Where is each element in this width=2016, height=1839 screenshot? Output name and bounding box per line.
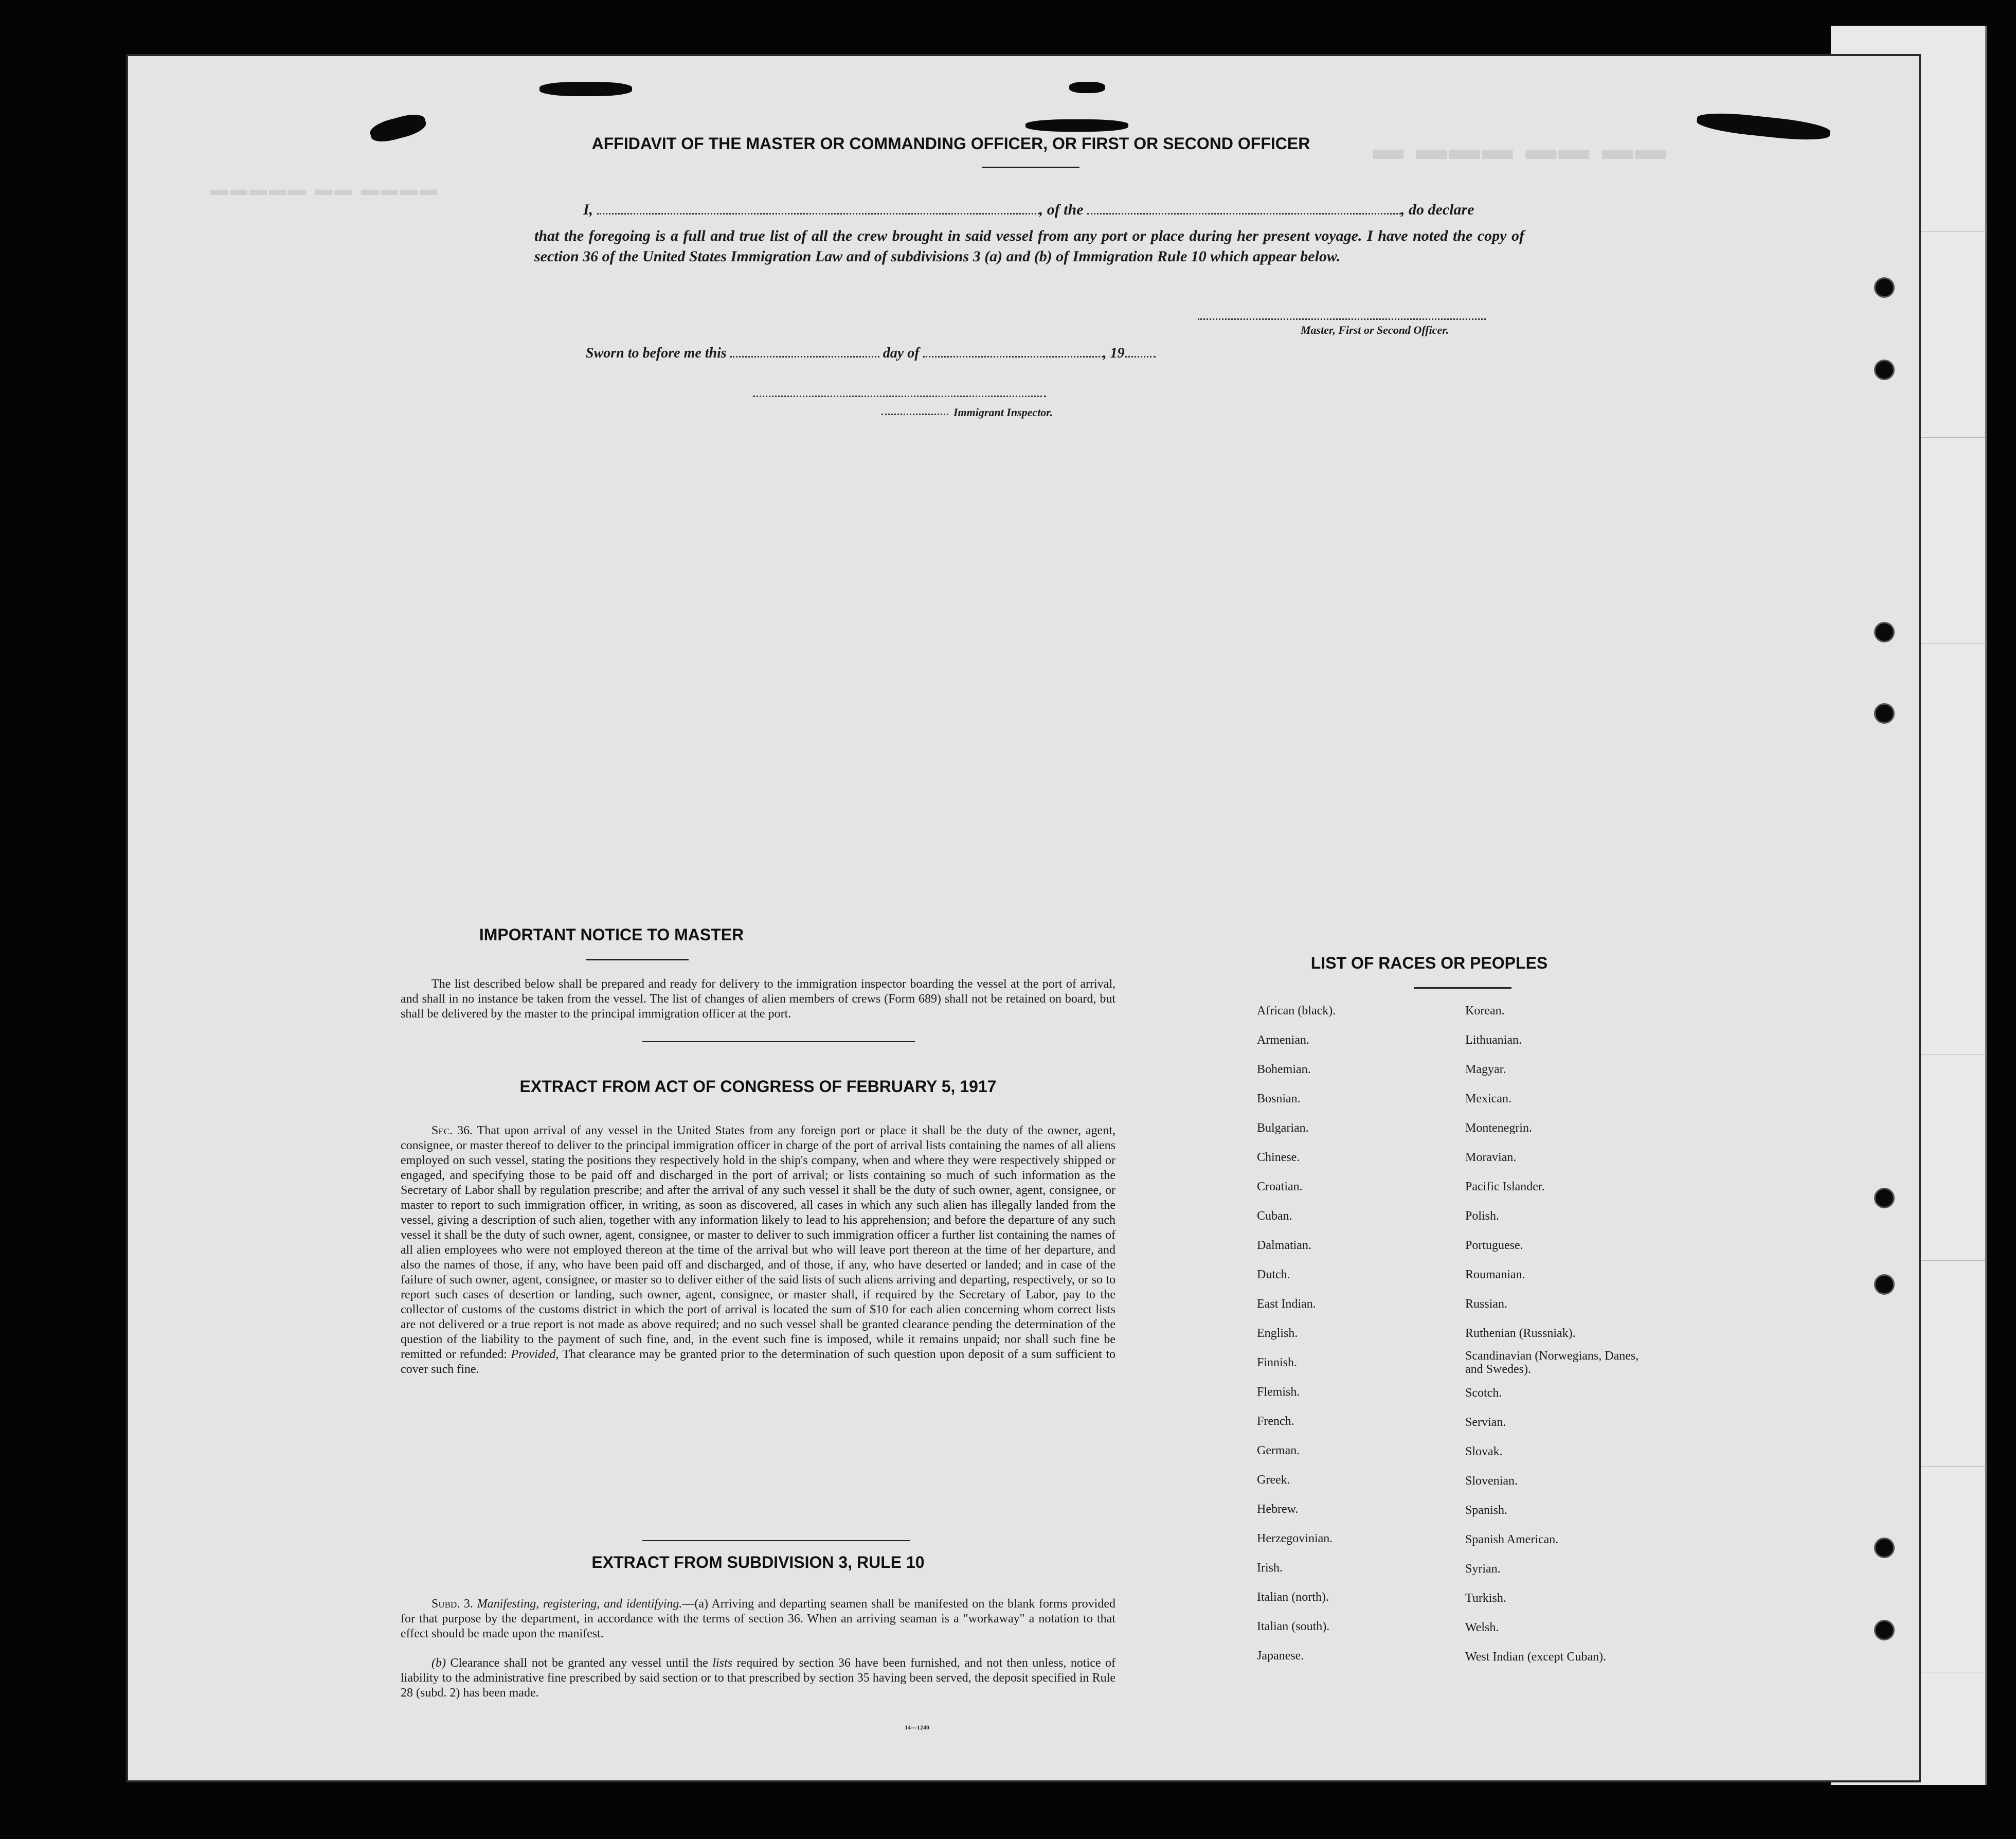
officer-name-field[interactable] [597, 213, 1039, 215]
race-item: Finnish. [1257, 1356, 1298, 1369]
punch-hole [1874, 1274, 1895, 1295]
punch-hole [1874, 1188, 1895, 1208]
ink-smudge [1025, 119, 1128, 132]
race-item: Roumanian. [1465, 1268, 1525, 1281]
year-prefix: , 19 [1103, 345, 1125, 361]
provided-label: Provided, [511, 1348, 559, 1361]
race-item: Chinese. [1257, 1151, 1300, 1164]
race-item: African (black). [1257, 1004, 1336, 1017]
race-item: Croatian. [1257, 1180, 1303, 1193]
race-item: Bohemian. [1257, 1063, 1311, 1076]
part-a-text: Arriving and departing seamen shall be manifested on the blank forms provided for that purpose by the department, in accordance with the terms of section 36. When an arriving seaman is a "workaway" a notation to that effect should be made upon the manifest. [401, 1597, 1115, 1640]
divider [642, 1540, 910, 1541]
race-item: Portuguese. [1465, 1239, 1523, 1252]
race-item: Polish. [1465, 1209, 1500, 1223]
race-item: Flemish. [1257, 1385, 1300, 1399]
race-item: Italian (south). [1257, 1620, 1330, 1633]
race-item: West Indian (except Cuban). [1465, 1650, 1606, 1664]
race-item: Cuban. [1257, 1209, 1292, 1223]
act-tail: That clearance may be granted prior to the determination of such question upon deposit of a sum sufficient to cover such fine. [401, 1348, 1115, 1376]
divider [982, 167, 1079, 168]
sworn-year-field[interactable] [1125, 356, 1156, 358]
race-item: Bosnian. [1257, 1092, 1301, 1105]
bleed-through-artifact: ▬▬▬▬▬ ▬▬ ▬▬▬▬ [210, 180, 439, 199]
inspector-dotted-stub [881, 414, 948, 415]
race-item: Servian. [1465, 1416, 1506, 1429]
part-b-text-1: Clearance shall not be granted any vessel until the [450, 1656, 708, 1670]
sworn-line [586, 345, 1156, 362]
race-item: Spanish American. [1465, 1533, 1559, 1546]
master-signature-caption: Master, First or Second Officer. [1301, 324, 1449, 336]
form-number: 14—1240 [905, 1724, 929, 1731]
master-signature-line[interactable] [1198, 318, 1486, 320]
race-item: Moravian. [1465, 1151, 1517, 1164]
i-label: I, [583, 201, 593, 218]
punch-hole [1874, 360, 1895, 380]
punch-hole [1874, 1620, 1895, 1640]
affidavit-body: that the foregoing is a full and true list of all the crew brought in said vessel from any port or place during her present voyage. I have noted the copy of section 36 of the United States Immigration Law and of subdivisions 3 (a) and (b) of Immigration Rule 10 which appear below. [534, 227, 1524, 265]
races-right-column [1465, 996, 1650, 1672]
race-item: Dutch. [1257, 1268, 1290, 1281]
inspector-caption: Immigrant Inspector. [953, 406, 1053, 419]
race-item: Pacific Islander. [1465, 1180, 1545, 1193]
part-b-lists: lists [712, 1656, 732, 1670]
sworn-label: Sworn to before me this [586, 345, 727, 361]
race-item: Scandinavian (Norwegians, Danes, and Swedes). [1465, 1349, 1639, 1376]
ink-smudge [539, 82, 632, 96]
race-item: Welsh. [1465, 1621, 1499, 1634]
bleed-through-artifact: ▬ ▬▬▬ ▬▬ ▬▬ [1373, 131, 1668, 166]
race-item: French. [1257, 1415, 1294, 1428]
races-title: LIST OF RACES OR PEOPLES [1310, 954, 1548, 972]
of-the-label: , of the [1039, 201, 1084, 218]
race-item: Scotch. [1465, 1386, 1502, 1400]
act-body [401, 1123, 1115, 1377]
part-a-label: —(a) [682, 1597, 709, 1611]
race-item: Armenian. [1257, 1033, 1309, 1047]
race-item: Spanish. [1465, 1504, 1508, 1517]
punch-hole [1874, 277, 1895, 298]
race-item: Bulgarian. [1257, 1121, 1309, 1135]
ink-smudge [368, 111, 428, 145]
race-item: Mexican. [1465, 1092, 1511, 1105]
do-declare-label: , do declare [1401, 201, 1474, 218]
day-of-label: day of [883, 345, 920, 361]
document-page [126, 54, 1921, 1782]
sworn-month-field[interactable] [923, 356, 1103, 358]
act-title: EXTRACT FROM ACT OF CONGRESS OF FEBRUARY 5, 1917 [519, 1077, 997, 1096]
race-item: Korean. [1465, 1004, 1505, 1017]
race-item: Magyar. [1465, 1063, 1506, 1076]
ink-smudge [1069, 82, 1105, 93]
rule-part-b [401, 1656, 1115, 1701]
race-item: Ruthenian (Russniak). [1465, 1327, 1576, 1340]
race-item: Turkish. [1465, 1592, 1506, 1605]
section-label: Sec. 36. [431, 1124, 473, 1137]
race-item: Russian. [1465, 1297, 1508, 1311]
ink-smudge [1696, 110, 1831, 144]
notice-body: The list described below shall be prepared and ready for delivery to the immigration inspector boarding the vessel at the port of arrival, and shall in no instance be taken from the vessel. The list of changes of alien members of crews (Form 689) shall not be retained on board, but shall be delivered by the master to the principal immigration officer at the port. [401, 977, 1115, 1021]
sworn-day-field[interactable] [730, 356, 879, 358]
race-item: Irish. [1257, 1561, 1283, 1575]
race-item: Greek. [1257, 1473, 1290, 1487]
act-text: That upon arrival of any vessel in the United States from any foreign port or place it shall be the duty of the owner, agent, consignee, or master thereof to deliver to the principal immigration officer in charge of the port of arrival lists containing the names of all aliens employed on such vessel, stating the positions they respectively hold in the ship's company, when and where they were respectively shipped or engaged, and specifying those to be paid off and discharged in the port of arrival; or lists containing so much of such information as the Secretary of Labor shall by regulation prescribe; and after the arrival of any such vessel it shall be the duty of such owner, agent, consignee, or master to report to such immigration officer, in writing, as soon as discovered, all cases in which any such alien has illegally landed from the vessel, giving a description of such alien, together with any information likely to lead to his apprehension; and before the departure of any such vessel it shall be the duty of such owner, agent, consignee, or master to deliver to such immigration officer a further list containing the names of all alien employees who were not employed thereon at the time of the arrival but who will leave port thereon at the time of her departure, and also the names of those, if any, who have been paid off and discharged, and of those, if any, who have deserted or landed; and in case of the failure of such owner, agent, consignee, or master so to deliver either of the said lists of such aliens arriving and departing, respectively, or so to report such cases of desertion or landing, such owner, agent, consignee, or master shall, if required by the Secretary of Labor, pay to the collector of customs of the customs district in which the port of arrival is located the sum of $10 for each alien concerning whom correct lists are not delivered or a true report is not made as above required; and no such vessel shall be granted clearance pending the determination of the question of the liability to the payment of such fine, and, in the event such fine is imposed, while it remains unpaid; nor shall such fine be remitted or refunded: [401, 1124, 1115, 1361]
part-b-text-2: required by section 36 have been furnished, and not then unless, notice of liability to the administrative fine prescribed by said section or to that prescribed by section 35 having been served, the deposit specified in Rule 28 (subd. 2) has been made. [401, 1656, 1116, 1700]
race-item: Montenegrin. [1465, 1121, 1532, 1135]
affidavit-declaration-line [534, 201, 1635, 219]
race-item: Syrian. [1465, 1562, 1501, 1576]
race-item: English. [1257, 1327, 1298, 1340]
rule-title: EXTRACT FROM SUBDIVISION 3, RULE 10 [591, 1553, 925, 1572]
part-b-label: (b) [431, 1656, 446, 1670]
punch-hole [1874, 622, 1895, 642]
vessel-name-field[interactable] [1087, 213, 1401, 215]
rule-part-a [401, 1597, 1115, 1641]
divider [586, 959, 689, 960]
punch-hole [1874, 703, 1895, 724]
race-item: East Indian. [1257, 1297, 1316, 1311]
race-item: Lithuanian. [1465, 1033, 1522, 1047]
race-item: Italian (north). [1257, 1591, 1329, 1604]
divider [642, 1041, 915, 1042]
races-left-column [1257, 996, 1336, 1671]
inspector-signature-line[interactable] [753, 396, 1046, 397]
race-item: Japanese. [1257, 1649, 1304, 1663]
race-item: Slovenian. [1465, 1474, 1518, 1488]
race-item: Dalmatian. [1257, 1239, 1311, 1252]
notice-title: IMPORTANT NOTICE TO MASTER [479, 925, 744, 944]
race-item: German. [1257, 1444, 1300, 1457]
subd-heading: Manifesting, registering, and identifying. [477, 1597, 682, 1611]
affidavit-title: AFFIDAVIT OF THE MASTER OR COMMANDING OFFICER, OR FIRST OR SECOND OFFICER [591, 134, 1310, 153]
punch-hole [1874, 1538, 1895, 1558]
race-item: Slovak. [1465, 1445, 1503, 1458]
subd-label: Subd. 3. [431, 1597, 473, 1611]
race-item: Hebrew. [1257, 1503, 1299, 1516]
divider [1414, 987, 1511, 989]
race-item: Herzegovinian. [1257, 1532, 1333, 1545]
